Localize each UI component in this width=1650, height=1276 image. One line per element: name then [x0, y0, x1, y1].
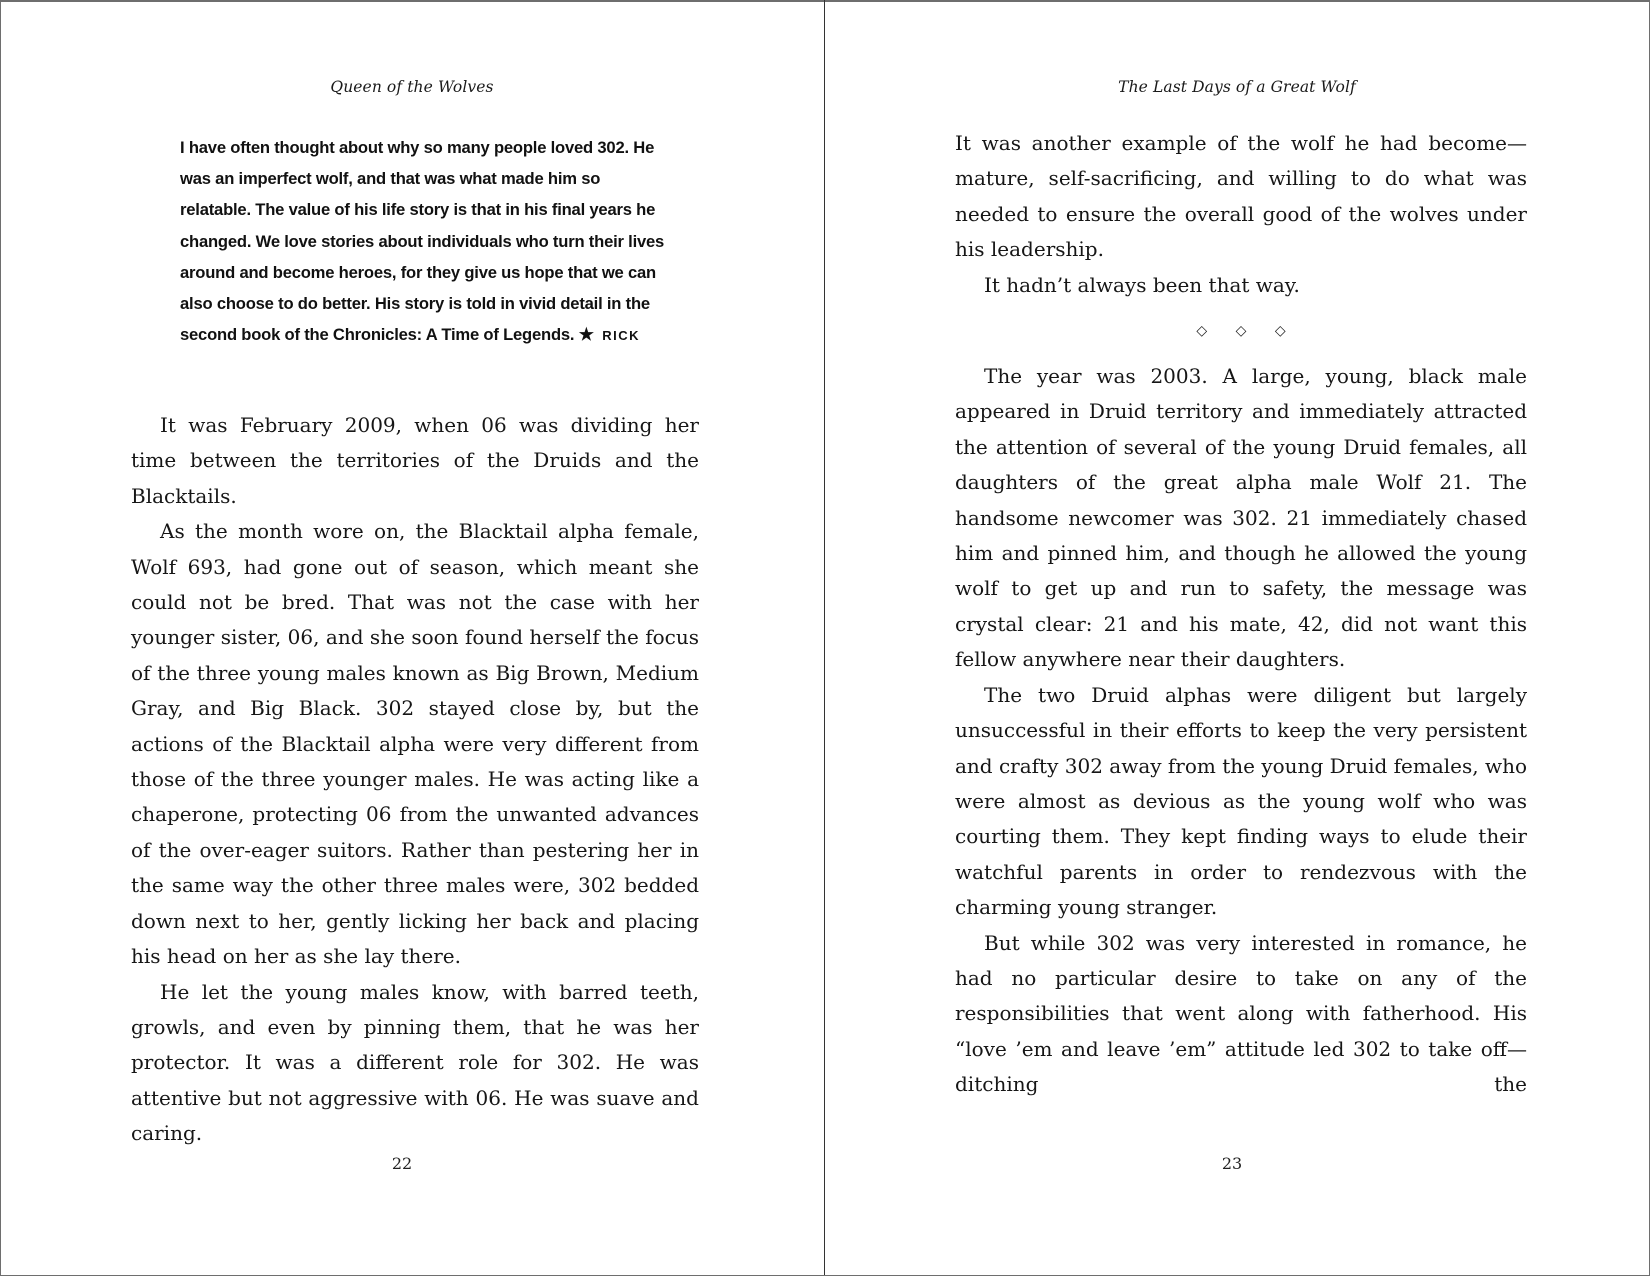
- paragraph: It was another example of the wolf he had become—mature, self-sacrificing, and willing to do what was needed to ensure the overall good of the wolves under his leadership.: [955, 131, 1527, 262]
- paragraph: As the month wore on, the Blacktail alpha female, Wolf 693, had gone out of season, which meant she could not be bred. That was not the case with her younger sister, 06, and she soon found herself the focus of the three young males known as Big Brown, Medium Gray, and Big Black. 302 stayed close by, but the actions of the Blacktail alpha were very different from those of the three younger males. He was acting like a chaperone, protecting 06 from the unwanted advances of the over-eager suitors. Rather than pestering her in the same way the other three males were, 302 bedded down next to her, gently licking her back and placing his head on her as she lay there.: [131, 519, 699, 969]
- paragraph: The two Druid alphas were diligent but largely unsuccessful in their efforts to keep the very persistent and crafty 302 away from the young Druid females, who were almost as devious as the young wolf who was courting them. They kept finding ways to elude their watchful parents in order to rendezvous with the charming young stranger.: [955, 682, 1528, 920]
- section-break-diamonds-icon: ◇ ◇ ◇: [1196, 323, 1298, 340]
- page-number-right: 23: [1221, 1154, 1243, 1173]
- page-number-left: 22: [391, 1154, 413, 1173]
- left-page: [0, 0, 824, 1275]
- callout-text: I have often thought about why so many people loved 302. He was an imperfect wolf, and that was what made him so relatable. The value of his life story is that in his final years he changed. We love stories about individuals who turn their lives around and become heroes, for they give us hope that we can also choose to do better. His story is told in vivid detail in the second book of the Chronicles: A Time of Legends.: [180, 138, 665, 345]
- paragraph: It was February 2009, when 06 was dividing her time between the territories of the Druids and the Blacktails.: [131, 413, 699, 508]
- right-body-text: [955, 126, 1527, 1103]
- right-page: [825, 0, 1649, 1275]
- running-head-text: The Last Days of a Great Wolf: [1118, 78, 1356, 96]
- paragraph: He let the young males know, with barred teeth, growls, and even by pinning them, that he was her protector. It was a different role for 302. He was attentive but not aggressive with 06. He was suave and caring.: [131, 979, 699, 1146]
- author-callout: [180, 132, 670, 351]
- running-head-right: [825, 78, 1649, 96]
- left-body-text: [131, 408, 699, 1152]
- paragraph: The year was 2003. A large, young, black male appeared in Druid territory and immediately attracted the attention of several of the young Druid females, all daughters of the great alpha male Wolf 21. The handsome newcomer was 302. 21 immediately chased him and pinned him, and though he allowed the young wolf to get up and run to safety, the message was crystal clear: 21 and his mate, 42, did not want this fellow anywhere near their daughters.: [955, 364, 1527, 672]
- paragraph: But while 302 was very interested in romance, he had no particular desire to take on any of the responsibilities that went along with fatherhood. His “love ’em and leave ’em” attitude led 302 to take off—ditching the: [955, 930, 1527, 1097]
- paragraph: It hadn’t always been that way.: [984, 272, 1300, 297]
- callout-signature: RICK: [602, 328, 641, 344]
- star-icon: ★: [578, 325, 594, 345]
- running-head-text: Queen of the Wolves: [330, 78, 494, 96]
- running-head-left: [0, 78, 824, 96]
